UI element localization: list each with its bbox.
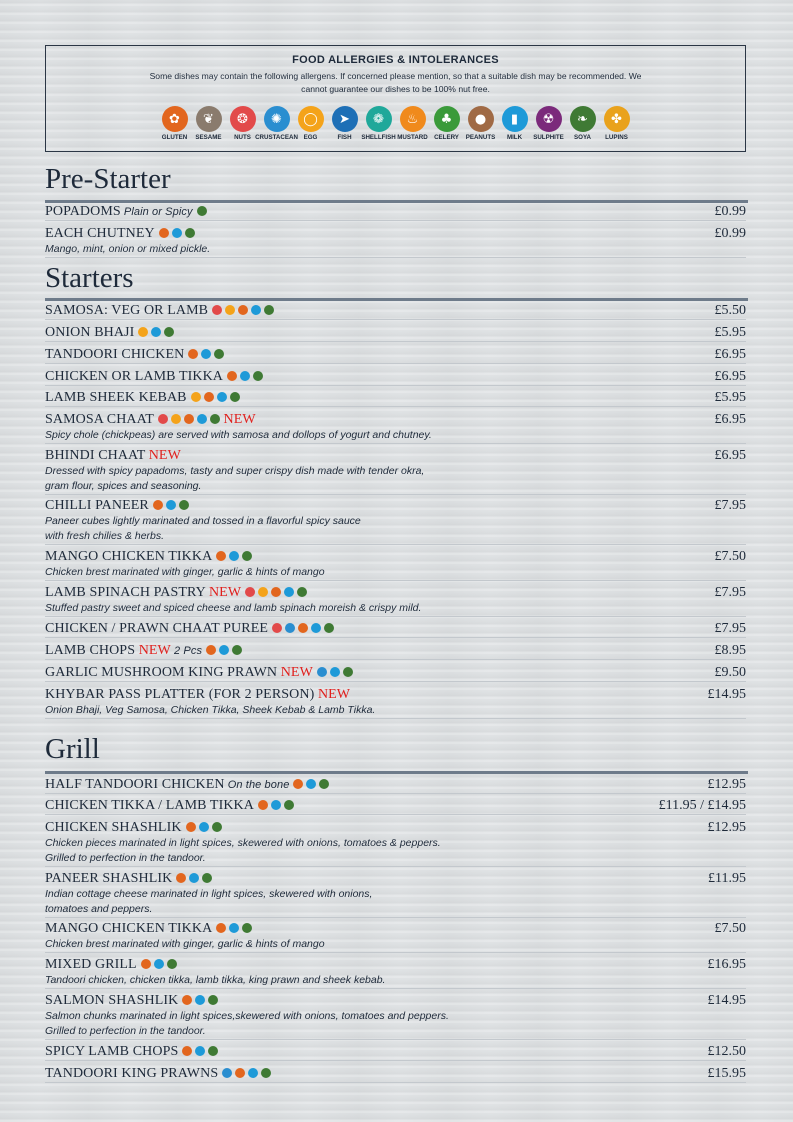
item-name-line	[45, 226, 195, 242]
allergen-tags	[272, 623, 334, 633]
allergen-tags	[182, 995, 218, 1005]
soya-icon	[343, 667, 353, 677]
milk-icon	[240, 371, 250, 381]
crab-icon: ✺	[264, 106, 290, 132]
menu-item	[45, 549, 746, 581]
allergen-label: MILK	[506, 134, 523, 141]
gluten-icon	[182, 1046, 192, 1056]
milk-icon	[195, 1046, 205, 1056]
allergen-item	[532, 106, 566, 141]
shell-icon: ❁	[366, 106, 392, 132]
milk-icon	[217, 392, 227, 402]
soya-icon	[230, 392, 240, 402]
menu-item	[45, 226, 746, 258]
item-name: SAMOSA CHAAT	[45, 412, 154, 427]
wheat-icon: ✿	[162, 106, 188, 132]
item-name-line	[45, 412, 256, 428]
item-name: MANGO CHICKEN TIKKA	[45, 549, 213, 564]
item-description: Stuffed pastry sweet and spiced cheese and lamb spinach moreish & crispy mild.	[45, 602, 422, 614]
item-description: gram flour, spices and seasoning.	[45, 480, 202, 492]
soya-icon	[261, 1068, 271, 1078]
item-note: On the bone	[224, 779, 290, 791]
allergen-tags	[158, 414, 220, 424]
allergen-tags	[138, 327, 174, 337]
gluten-icon	[238, 305, 248, 315]
item-name-line	[45, 303, 274, 319]
soya-icon	[202, 873, 212, 883]
allergen-tags	[206, 645, 242, 655]
soya-icon	[324, 623, 334, 633]
item-name: CHICKEN SHASHLIK	[45, 820, 182, 835]
item-name-line	[45, 1044, 218, 1060]
milk-icon	[330, 667, 340, 677]
item-price: £14.95	[707, 687, 746, 702]
crust-icon	[285, 623, 295, 633]
allergen-tags	[216, 551, 252, 561]
item-price: £0.99	[714, 204, 746, 219]
sulphite-icon: ☢	[536, 106, 562, 132]
item-price: £12.50	[707, 1044, 746, 1059]
menu-item	[45, 1066, 746, 1083]
allergen-label: SOYA	[574, 134, 591, 141]
allergen-tags	[216, 923, 252, 933]
item-name-line	[45, 687, 350, 703]
allergen-item	[498, 106, 532, 141]
gluten-icon	[182, 995, 192, 1005]
item-name-line	[45, 325, 174, 341]
item-price: £0.99	[714, 226, 746, 241]
item-name-line	[45, 777, 329, 793]
milk-icon	[271, 800, 281, 810]
item-name-line	[45, 448, 181, 464]
lupin-icon: ✤	[604, 106, 630, 132]
allergen-label: MUSTARD	[397, 134, 428, 141]
soya-icon	[164, 327, 174, 337]
soya-icon	[185, 228, 195, 238]
item-price: £7.95	[714, 585, 746, 600]
soya-icon	[253, 371, 263, 381]
item-name-line	[45, 921, 252, 937]
item-description: Spicy chole (chickpeas) are served with samosa and dollops of yogurt and chutney.	[45, 429, 432, 441]
item-description: Chicken brest marinated with ginger, garlic & hints of mango	[45, 566, 325, 578]
milk-icon	[195, 995, 205, 1005]
menu-item	[45, 390, 746, 407]
nuts-icon	[272, 623, 282, 633]
new-badge: NEW	[205, 585, 242, 600]
egg-icon	[258, 587, 268, 597]
item-name-line	[45, 820, 222, 836]
milk-icon	[172, 228, 182, 238]
milk-icon	[154, 959, 164, 969]
item-name: EACH CHUTNEY	[45, 226, 155, 241]
item-name: LAMB SPINACH PASTRY	[45, 585, 206, 600]
item-name: GARLIC MUSHROOM KING PRAWN	[45, 665, 278, 680]
nuts-icon	[158, 414, 168, 424]
allergen-tags	[159, 228, 195, 238]
allergen-label: SULPHITE	[533, 134, 564, 141]
gluten-icon	[258, 800, 268, 810]
milk-icon	[229, 551, 239, 561]
milk-icon	[151, 327, 161, 337]
menu-item	[45, 412, 746, 444]
item-price: £5.95	[714, 390, 746, 405]
item-price: £7.50	[714, 549, 746, 564]
item-price: £16.95	[707, 957, 746, 972]
item-description: Salmon chunks marinated in light spices,skewered with onions, tomatoes and peppers.	[45, 1010, 449, 1022]
gluten-icon	[176, 873, 186, 883]
item-name-line	[45, 585, 307, 601]
item-note: 2 Pcs	[170, 645, 203, 657]
egg-icon	[171, 414, 181, 424]
soya-icon	[212, 822, 222, 832]
soya-icon	[242, 923, 252, 933]
item-name-line	[45, 643, 242, 659]
gluten-icon	[141, 959, 151, 969]
item-name: CHILLI PANEER	[45, 498, 149, 513]
menu-item	[45, 585, 746, 617]
item-name: CHICKEN / PRAWN CHAAT PUREE	[45, 621, 269, 636]
new-badge: NEW	[314, 687, 351, 702]
section-rule	[45, 771, 748, 774]
item-name: CHICKEN TIKKA / LAMB TIKKA	[45, 798, 254, 813]
allergen-icons	[46, 106, 745, 141]
item-name: MIXED GRILL	[45, 957, 137, 972]
item-price: £5.95	[714, 325, 746, 340]
milk-icon	[166, 500, 176, 510]
allergen-tags	[153, 500, 189, 510]
item-description: Indian cottage cheese marinated in light spices, skewered with onions,	[45, 888, 373, 900]
section-title-starters: Starters	[45, 262, 134, 294]
item-name-line	[45, 621, 334, 637]
soya-icon: ❧	[570, 106, 596, 132]
item-description: Tandoori chicken, chicken tikka, lamb tikka, king prawn and sheek kebab.	[45, 974, 386, 986]
allergen-tags	[182, 1046, 218, 1056]
item-name: LAMB CHOPS	[45, 643, 136, 658]
item-price: £7.95	[714, 498, 746, 513]
gluten-icon	[271, 587, 281, 597]
gluten-icon	[186, 822, 196, 832]
menu-item	[45, 871, 746, 918]
milk-icon	[248, 1068, 258, 1078]
allergen-item	[192, 106, 226, 141]
soya-icon	[214, 349, 224, 359]
milk-icon	[199, 822, 209, 832]
allergen-item	[396, 106, 430, 141]
new-badge: NEW	[145, 448, 181, 463]
soya-icon	[167, 959, 177, 969]
item-name: TANDOORI CHICKEN	[45, 347, 185, 362]
soya-icon	[297, 587, 307, 597]
item-name-line	[45, 204, 207, 220]
peanut-icon: ●	[468, 106, 494, 132]
item-description: Grilled to perfection in the tandoor.	[45, 852, 206, 864]
item-name-line	[45, 498, 189, 514]
item-price: £11.95 / £14.95	[658, 798, 746, 813]
item-description: Dressed with spicy papadoms, tasty and super crispy dish made with tender okra,	[45, 465, 425, 477]
egg-icon: ◯	[298, 106, 324, 132]
item-name-line	[45, 798, 294, 814]
item-name: MANGO CHICKEN TIKKA	[45, 921, 213, 936]
menu-item	[45, 347, 746, 364]
allergen-item	[566, 106, 600, 141]
sesame-icon: ❦	[196, 106, 222, 132]
egg-icon	[225, 305, 235, 315]
soya-icon	[208, 1046, 218, 1056]
allergen-tags	[212, 305, 274, 315]
item-name: POPADOMS	[45, 204, 121, 219]
gluten-icon	[188, 349, 198, 359]
allergen-title: FOOD ALLERGIES & INTOLERANCES	[292, 54, 499, 66]
item-price: £5.50	[714, 303, 746, 318]
item-price: £11.95	[708, 871, 746, 886]
item-name: SAMOSA: VEG OR LAMB	[45, 303, 209, 318]
allergen-label: NUTS	[234, 134, 251, 141]
item-description: Mango, mint, onion or mixed pickle.	[45, 243, 211, 255]
milk-icon	[251, 305, 261, 315]
item-name: TANDOORI KING PRAWNS	[45, 1066, 219, 1081]
menu-item	[45, 687, 746, 719]
allergen-label: SHELLFISH	[361, 134, 396, 141]
menu-item	[45, 325, 746, 342]
item-name-line	[45, 549, 252, 565]
soya-icon	[319, 779, 329, 789]
menu-item	[45, 665, 746, 682]
item-price: £6.95	[714, 412, 746, 427]
menu-item	[45, 798, 746, 815]
gluten-icon	[227, 371, 237, 381]
allergen-item	[328, 106, 362, 141]
allergen-label: EGG	[303, 134, 318, 141]
section-rule	[45, 200, 748, 203]
crust-icon	[317, 667, 327, 677]
allergen-tags	[293, 779, 329, 789]
nut-icon: ❂	[230, 106, 256, 132]
soya-icon	[210, 414, 220, 424]
menu-item	[45, 957, 746, 989]
soya-icon	[208, 995, 218, 1005]
soya-icon	[232, 645, 242, 655]
allergen-item	[430, 106, 464, 141]
milk-icon	[229, 923, 239, 933]
item-name: LAMB SHEEK KEBAB	[45, 390, 187, 405]
item-name-line	[45, 1066, 271, 1082]
menu-item	[45, 643, 746, 660]
menu-item	[45, 993, 746, 1040]
gluten-icon	[216, 923, 226, 933]
menu-item	[45, 303, 746, 320]
allergen-label: LUPINS	[605, 134, 628, 141]
item-price: £8.95	[714, 643, 746, 658]
allergen-label: PEANUTS	[465, 134, 496, 141]
allergen-item	[158, 106, 192, 141]
milk-icon	[311, 623, 321, 633]
milk-icon	[219, 645, 229, 655]
gluten-icon	[216, 551, 226, 561]
gluten-icon	[206, 645, 216, 655]
milk-icon	[306, 779, 316, 789]
menu-item	[45, 369, 746, 386]
item-name: PANEER SHASHLIK	[45, 871, 173, 886]
new-badge: NEW	[135, 643, 171, 658]
item-price: £7.95	[714, 621, 746, 636]
item-name-line	[45, 993, 218, 1009]
menu-item	[45, 498, 746, 545]
section-title-pre-starter: Pre-Starter	[45, 163, 171, 195]
item-name: KHYBAR PASS PLATTER (FOR 2 PERSON)	[45, 687, 315, 702]
section-title-grill: Grill	[45, 733, 100, 765]
allergen-item	[294, 106, 328, 141]
item-name: SALMON SHASHLIK	[45, 993, 179, 1008]
allergen-tags	[227, 371, 263, 381]
milk-icon	[284, 587, 294, 597]
allergen-label: FISH	[337, 134, 352, 141]
celery-icon: ♣	[434, 106, 460, 132]
item-price: £14.95	[707, 993, 746, 1008]
crust-icon	[222, 1068, 232, 1078]
item-description: Onion Bhaji, Veg Samosa, Chicken Tikka, Sheek Kebab & Lamb Tikka.	[45, 704, 376, 716]
item-note: Plain or Spicy	[120, 206, 193, 218]
item-description: Chicken brest marinated with ginger, garlic & hints of mango	[45, 938, 325, 950]
allergen-tags	[188, 349, 224, 359]
item-name-line	[45, 665, 353, 681]
milk-icon	[197, 414, 207, 424]
item-price: £15.95	[707, 1066, 746, 1081]
allergen-tags	[197, 206, 207, 216]
item-name: SPICY LAMB CHOPS	[45, 1044, 179, 1059]
item-name-line	[45, 390, 240, 406]
nuts-icon	[212, 305, 222, 315]
soya-icon	[242, 551, 252, 561]
soya-icon	[197, 206, 207, 216]
item-description: Grilled to perfection in the tandoor.	[45, 1025, 206, 1037]
menu-item	[45, 621, 746, 638]
item-price: £6.95	[714, 369, 746, 384]
allergen-tags	[222, 1068, 271, 1078]
gluten-icon	[293, 779, 303, 789]
item-price: £6.95	[714, 448, 746, 463]
gluten-icon	[298, 623, 308, 633]
milk-icon: ▮	[502, 106, 528, 132]
mustard-icon: ♨	[400, 106, 426, 132]
menu-item	[45, 820, 746, 867]
item-name: HALF TANDOORI CHICKEN	[45, 777, 225, 792]
allergen-tags	[317, 667, 353, 677]
menu-item	[45, 777, 746, 794]
menu-item	[45, 1044, 746, 1061]
soya-icon	[264, 305, 274, 315]
allergen-tags	[186, 822, 222, 832]
allergen-tags	[141, 959, 177, 969]
allergen-panel	[45, 45, 746, 152]
allergen-item	[464, 106, 498, 141]
item-name-line	[45, 369, 263, 385]
item-price: £6.95	[714, 347, 746, 362]
allergen-label: CRUSTACEAN	[255, 134, 298, 141]
gluten-icon	[153, 500, 163, 510]
menu-item	[45, 921, 746, 953]
allergen-item	[255, 106, 298, 141]
item-name-line	[45, 871, 212, 887]
item-name: ONION BHAJI	[45, 325, 135, 340]
item-price: £12.95	[707, 777, 746, 792]
item-name: CHICKEN OR LAMB TIKKA	[45, 369, 224, 384]
item-description: Chicken pieces marinated in light spices, skewered with onions, tomatoes & peppers.	[45, 837, 441, 849]
item-price: £9.50	[714, 665, 746, 680]
allergen-tags	[191, 392, 240, 402]
item-price: £7.50	[714, 921, 746, 936]
soya-icon	[284, 800, 294, 810]
item-description: with fresh chilies & herbs.	[45, 530, 165, 542]
fish-icon: ➤	[332, 106, 358, 132]
milk-icon	[201, 349, 211, 359]
milk-icon	[189, 873, 199, 883]
allergen-item	[600, 106, 634, 141]
item-price: £12.95	[707, 820, 746, 835]
egg-icon	[191, 392, 201, 402]
allergen-label: CELERY	[434, 134, 459, 141]
item-name-line	[45, 957, 177, 973]
soya-icon	[179, 500, 189, 510]
item-name: BHINDI CHAAT	[45, 448, 146, 463]
allergen-tags	[176, 873, 212, 883]
item-name-line	[45, 347, 224, 363]
allergen-tags	[245, 587, 307, 597]
item-description: Paneer cubes lightly marinated and tossed in a flavorful spicy sauce	[45, 515, 361, 527]
nuts-icon	[245, 587, 255, 597]
gluten-icon	[235, 1068, 245, 1078]
gluten-icon	[204, 392, 214, 402]
allergen-text: Some dishes may contain the following allergens. If concerned please mention, so that a suitable dish may be recommended. We cannot guarantee our dishes to be 100% nut free.	[149, 71, 642, 94]
menu-item	[45, 204, 746, 221]
allergen-item	[362, 106, 396, 141]
egg-icon	[138, 327, 148, 337]
menu-item	[45, 448, 746, 495]
new-badge: NEW	[277, 665, 313, 680]
allergen-label: SESAME	[195, 134, 222, 141]
gluten-icon	[159, 228, 169, 238]
allergen-tags	[258, 800, 294, 810]
allergen-label: GLUTEN	[161, 134, 188, 141]
gluten-icon	[184, 414, 194, 424]
item-description: tomatoes and peppers.	[45, 903, 153, 915]
new-badge: NEW	[219, 412, 256, 427]
section-rule	[45, 298, 748, 301]
